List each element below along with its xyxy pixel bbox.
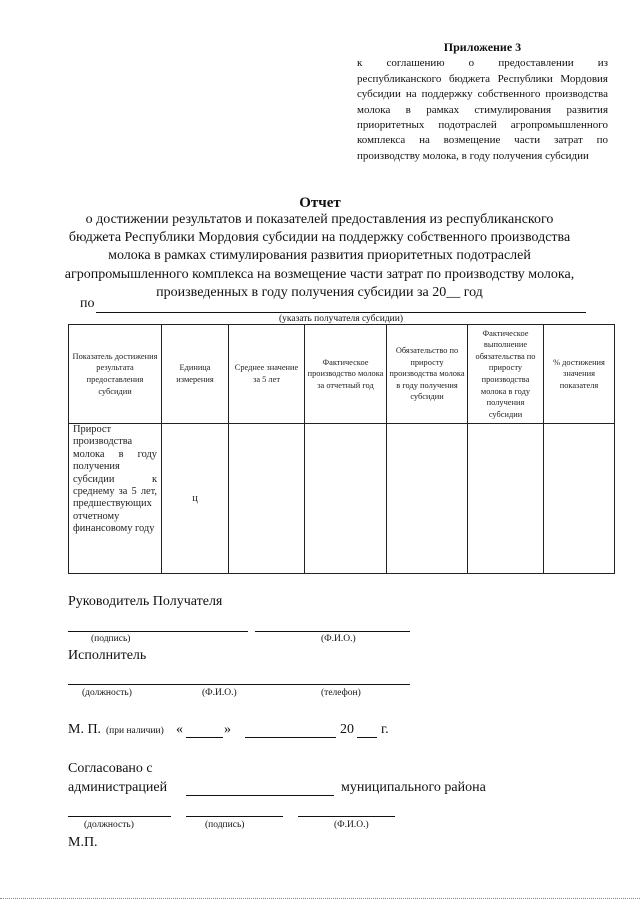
cell-percent[interactable] (544, 424, 615, 574)
annex-block (357, 40, 608, 164)
cell-unit: ц (162, 424, 229, 574)
agreed-signature-line[interactable] (186, 816, 283, 817)
cell-fulfillment[interactable] (468, 424, 544, 574)
administration-line[interactable] (186, 795, 334, 796)
annex-title: Приложение 3 (443, 40, 522, 54)
agreed-fio-hint: (Ф.И.О.) (334, 820, 369, 830)
cell-indicator: Прирост производства молока в году получения субсидии к среднему за 5 лет, предшествующих отчетному финансовому году (69, 424, 162, 574)
cell-obligation[interactable] (387, 424, 468, 574)
header-unit: Единица измерения (162, 325, 229, 424)
executor-fio-hint: (Ф.И.О.) (202, 688, 237, 698)
date-day-line[interactable] (186, 737, 223, 738)
head-signature-hint: (подпись) (91, 634, 131, 644)
executor-position-hint: (должность) (82, 688, 132, 698)
report-subtitle: о достижении результатов и показателей предоставления из республиканского бюджета Республики Мордовия субсидии на поддержку собственного производства молока в рамках стимулирования развития приоритетных подотраслей агропромышленного комплекса на возмещение части затрат по производству молока, произведенных в году получения субсидии за 20__ год (64, 212, 575, 300)
cell-average[interactable] (229, 424, 305, 574)
head-signature-line[interactable] (68, 631, 248, 632)
executor-label: Исполнитель (68, 648, 147, 663)
header-obligation: Обязательство по приросту производства молока в году получения субсидии (387, 325, 468, 424)
header-average: Среднее значение за 5 лет (229, 325, 305, 424)
head-fio-hint: (Ф.И.О.) (321, 634, 356, 644)
date-month-line[interactable] (245, 737, 336, 738)
header-percent: % достижения значения показателя (544, 325, 615, 424)
recipient-hint: (указать получателя субсидии) (278, 314, 403, 324)
agreed-fio-line[interactable] (298, 816, 395, 817)
stamp-label: М. П. (68, 722, 102, 737)
agreed-signature-hint: (подпись) (205, 820, 245, 830)
header-indicator: Показатель достижения результата предоставления субсидии (69, 325, 162, 424)
table-header-row (69, 325, 615, 424)
district-label: муниципального района (341, 780, 486, 795)
header-fulfillment: Фактическое выполнение обязательства по приросту производства молока в году получения субсидии (468, 325, 544, 424)
head-fio-line[interactable] (255, 631, 410, 632)
recipient-fill-line (96, 298, 587, 313)
report-table (68, 324, 615, 574)
annex-text: к соглашению о предоставлении из республиканского бюджета Республики Мордовия субсидии на поддержку собственного производства молока в рамках стимулирования развития приоритетных подотраслей агропромышленного комплекса на возмещение части затрат по производству молока, в году получения субсидии (357, 57, 608, 162)
head-label: Руководитель Получателя (68, 594, 223, 609)
stamp-label-2: М.П. (68, 835, 98, 850)
executor-phone-hint: (телефон) (321, 688, 361, 698)
recipient-line (80, 295, 586, 313)
po-label: по (80, 296, 95, 311)
date-open-quote: « (176, 722, 183, 737)
agreed-line2: администрацией (68, 780, 168, 795)
report-title: Отчет (299, 195, 341, 211)
date-year-prefix: 20 (340, 722, 354, 737)
agreed-position-line[interactable] (68, 816, 171, 817)
footer-divider (0, 898, 640, 899)
table-row (69, 424, 615, 574)
stamp-note: (при наличии) (106, 726, 164, 736)
date-close-quote: » (224, 722, 231, 737)
cell-actual[interactable] (305, 424, 387, 574)
header-actual: Фактическое производство молока за отчетный год (305, 325, 387, 424)
date-year-line[interactable] (357, 737, 377, 738)
agreed-position-hint: (должность) (84, 820, 134, 830)
agreed-line1: Согласовано с (68, 761, 153, 776)
date-year-suffix: г. (381, 722, 389, 737)
executor-line[interactable] (68, 684, 410, 685)
